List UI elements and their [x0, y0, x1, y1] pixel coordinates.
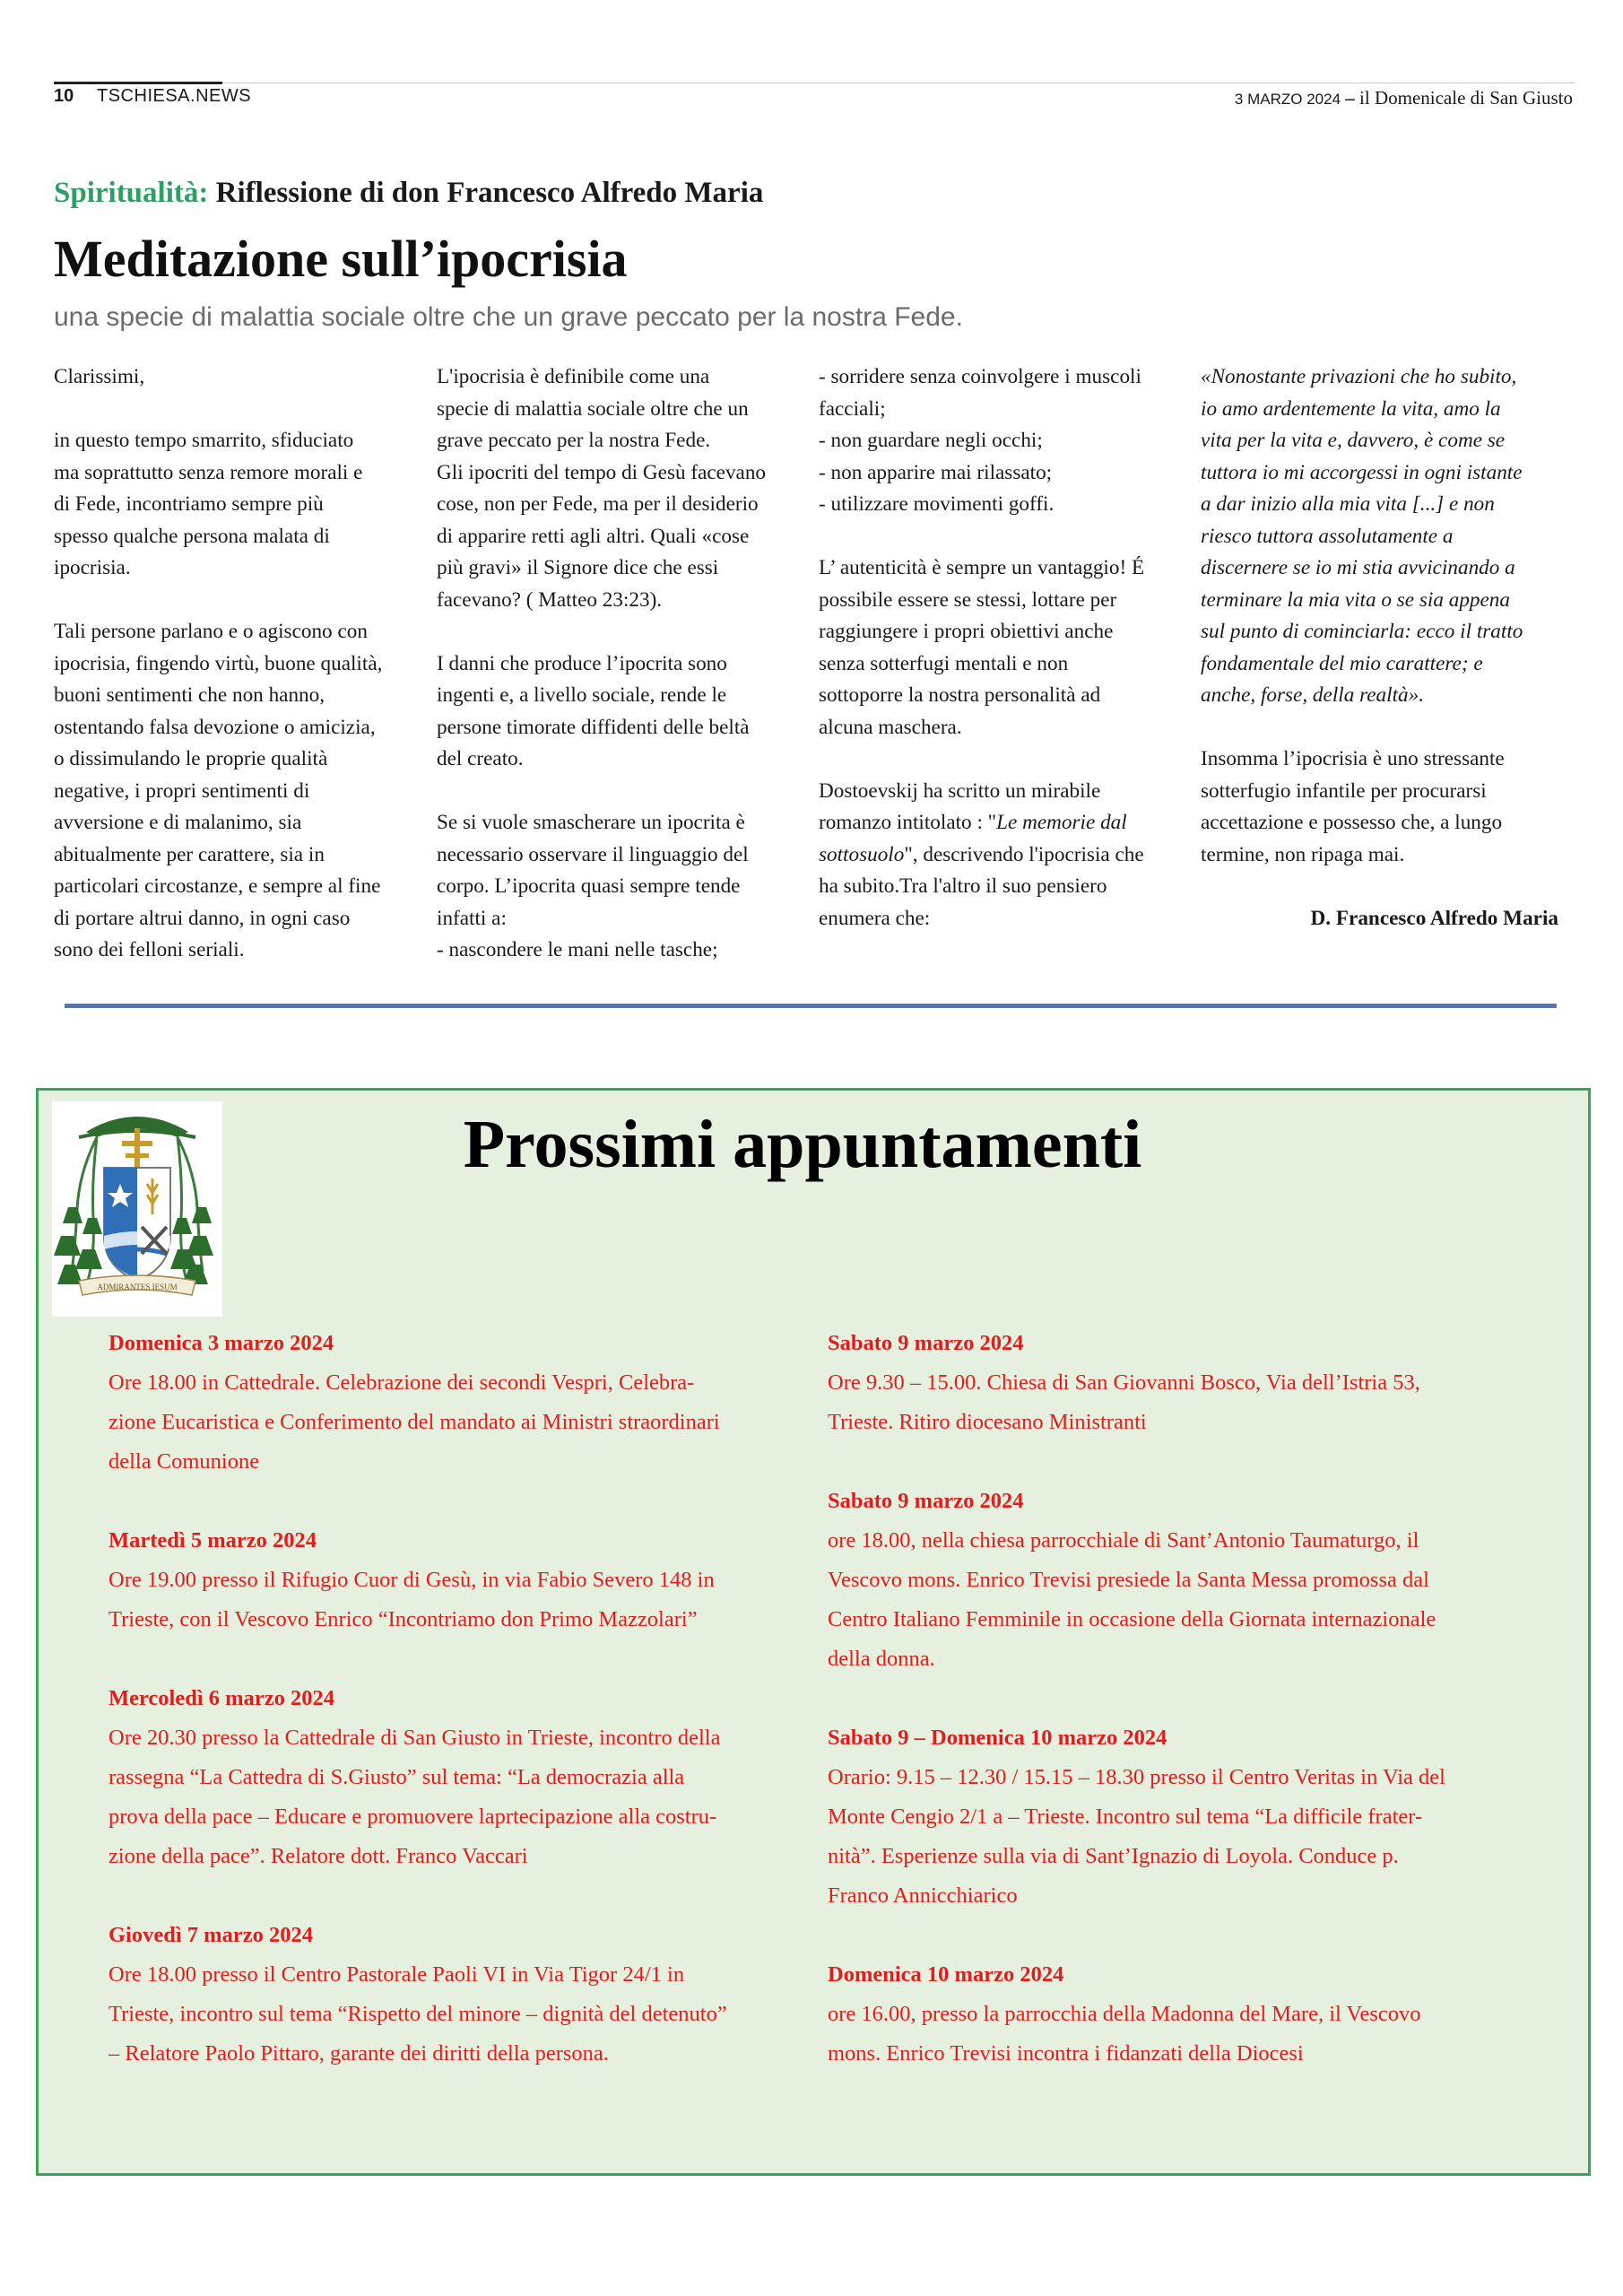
line: accettazione e possesso che, a lungo — [1201, 811, 1503, 834]
line: zione Eucaristica e Conferimento del mandato ai Ministri straordinari — [108, 1410, 720, 1434]
line: della Comunione — [108, 1449, 260, 1474]
line: più gravi» il Signore dice che essi — [437, 556, 719, 579]
line: rassegna “La Cattedra di S.Giusto” sul tema: “La democrazia alla — [108, 1765, 685, 1789]
line: Ore 18.00 in Cattedrale. Celebrazione dei secondi Vespri, Celebra- — [108, 1370, 695, 1395]
line: Trieste, con il Vescovo Enrico “Incontriamo don Primo Mazzolari” — [108, 1607, 698, 1631]
line: Gli ipocriti del tempo di Gesù facevano — [437, 460, 767, 484]
line: L'ipocrisia è definibile come una — [437, 365, 710, 388]
article-subtitle: una specie di malattia sociale oltre che un grave peccato per la nostra Fede. — [54, 302, 963, 332]
line: terminare la mia vita o se sia appena — [1201, 587, 1510, 612]
line: sono dei felloni seriali. — [54, 938, 245, 961]
site-name[interactable]: TSCHIESA.NEWS — [97, 86, 252, 106]
line: Ore 19.00 presso il Rifugio Cuor di Gesù, in via Fabio Severo 148 in — [108, 1568, 715, 1592]
line: sottoporre la nostra personalità ad — [819, 683, 1101, 707]
line: - nascondere le mani nelle tasche; — [437, 938, 718, 961]
line: a dar inizio alla mia vita [...] e non — [1201, 492, 1495, 516]
line: avversione e di malanimo, sia — [54, 811, 302, 834]
line: Ore 18.00 presso il Centro Pastorale Paoli VI in Via Tigor 24/1 in — [108, 1962, 685, 1987]
line-part: romanzo intitolato : " — [819, 811, 997, 834]
line: abitualmente per carattere, sia in — [54, 842, 325, 866]
paragraph — [819, 361, 1179, 521]
section-divider — [65, 1004, 1557, 1008]
appointments-column-left — [108, 1324, 790, 2113]
issue-date: 3 MARZO 2024 — [1234, 91, 1341, 108]
line: facevano? ( Matteo 23:23). — [437, 587, 663, 612]
crest-motto: ADMIRANTES IESUM — [97, 1283, 178, 1292]
line: persone timorate diffidenti delle beltà — [437, 715, 750, 739]
line: Centro Italiano Femminile in occasione della Giornata internazionale — [828, 1607, 1436, 1631]
line: fondamentale del mio carattere; e — [1201, 651, 1483, 675]
book-title-end: sottosuolo — [819, 842, 905, 866]
line: sul punto di cominciarla: ecco il tratto — [1201, 620, 1523, 643]
paragraph — [437, 361, 797, 616]
event-item — [828, 1718, 1509, 1916]
line: grave peccato per la nostra Fede. — [437, 429, 711, 452]
line: buoni sentimenti che non hanno, — [54, 683, 325, 707]
event-date: Sabato 9 marzo 2024 — [828, 1489, 1024, 1513]
paragraph — [819, 776, 1179, 935]
line: di Fede, incontriamo sempre più — [54, 492, 324, 516]
line: Vescovo mons. Enrico Trevisi presiede la Santa Messa promossa dal — [828, 1568, 1429, 1592]
header-accent-rule — [54, 82, 222, 84]
line: ipocrisia, fingendo virtù, buone qualità, — [54, 651, 383, 675]
paragraph — [437, 648, 797, 776]
line: «Nonostante privazioni che ho subito, — [1201, 365, 1517, 388]
line: Monte Cengio 2/1 a – Trieste. Incontro sul tema “La difficile frater- — [828, 1805, 1423, 1829]
event-date: Sabato 9 marzo 2024 — [828, 1331, 1024, 1355]
line: della donna. — [828, 1647, 935, 1671]
quote — [1201, 361, 1558, 712]
line: ipocrisia. — [54, 556, 131, 579]
line: in questo tempo smarrito, sfiduciato — [54, 429, 354, 452]
line: Trieste, incontro sul tema “Rispetto del minore – dignità del detenuto” — [108, 2002, 727, 2026]
line: cose, non per Fede, ma per il desiderio — [437, 492, 759, 516]
paragraph — [54, 361, 414, 394]
line: Insomma l’ipocrisia è uno stressante — [1201, 747, 1505, 770]
line-part: ", descrivendo l'ipocrisia che — [904, 842, 1144, 866]
line: - non guardare negli occhi; — [819, 429, 1043, 452]
line: Clarissimi, — [54, 365, 145, 388]
event-item — [828, 1324, 1509, 1442]
line: enumera che: — [819, 906, 931, 930]
event-date: Mercoledì 6 marzo 2024 — [108, 1686, 334, 1710]
event-description — [828, 1995, 1509, 2074]
event-item — [828, 1955, 1509, 2074]
line: alcuna maschera. — [819, 715, 962, 739]
line: prova della pace – Educare e promuovere laprtecipazione alla costru- — [108, 1805, 717, 1829]
line: vita per la vita e, davvero, è come se — [1201, 429, 1506, 452]
page-number: 10 — [54, 86, 74, 106]
line: discernere se io mi stia avvicinando a — [1201, 556, 1515, 579]
line: possibile essere se stessi, lottare per — [819, 587, 1117, 612]
line — [819, 807, 1179, 839]
appointments-title: Prossimi appuntamenti — [463, 1107, 1142, 1182]
line: Franco Annicchiarico — [828, 1883, 1018, 1908]
line: specie di malattia sociale oltre che un — [437, 396, 749, 421]
line: Tali persone parlano e o agiscono con — [54, 620, 368, 643]
line: o dissimulando le proprie qualità — [54, 747, 328, 770]
issue-info — [1235, 87, 1573, 109]
event-date: Giovedì 7 marzo 2024 — [108, 1923, 313, 1947]
event-description — [108, 1955, 790, 2074]
event-item — [108, 1521, 790, 1639]
article-column-2 — [437, 361, 797, 998]
line: ostentando falsa devozione o amicizia, — [54, 715, 376, 739]
event-date: Domenica 10 marzo 2024 — [828, 1962, 1064, 1987]
line: io amo ardentemente la vita, amo la — [1201, 396, 1501, 421]
line: raggiungere i propri obiettivi anche — [819, 620, 1114, 643]
line: riesco tuttora assolutamente a — [1201, 524, 1454, 548]
line: Trieste. Ritiro diocesano Ministranti — [828, 1410, 1147, 1434]
line: Dostoevskij ha scritto un mirabile — [819, 778, 1101, 803]
event-description — [108, 1561, 790, 1639]
event-date: Martedì 5 marzo 2024 — [108, 1528, 317, 1552]
article-kicker — [54, 177, 763, 210]
paragraph — [54, 425, 414, 585]
kicker-text: Riflessione di don Francesco Alfredo Maria — [215, 177, 764, 209]
author-signature: D. Francesco Alfredo Maria — [1310, 906, 1558, 930]
event-item — [828, 1482, 1509, 1679]
line: sotterfugio infantile per procurarsi — [1201, 778, 1487, 803]
line: – Relatore Paolo Pittaro, garante dei diritti della persona. — [108, 2041, 609, 2066]
line: mons. Enrico Trevisi incontra i fidanzati della Diocesi — [828, 2041, 1304, 2066]
line: ore 16.00, presso la parrocchia della Madonna del Mare, il Vescovo — [828, 2002, 1421, 2026]
paragraph — [437, 807, 797, 967]
article-column-3 — [819, 361, 1179, 967]
line: ore 18.00, nella chiesa parrocchiale di Sant’Antonio Taumaturgo, il — [828, 1528, 1419, 1552]
publication-name: il Domenicale di San Giusto — [1359, 87, 1573, 109]
line: tuttora io mi accorgessi in ogni istante — [1201, 460, 1523, 484]
line: - non apparire mai rilassato; — [819, 460, 1053, 484]
event-description — [828, 1758, 1509, 1916]
event-date: Domenica 3 marzo 2024 — [108, 1331, 334, 1355]
line: nità”. Esperienze sulla via di Sant’Ignazio di Loyola. Conduce p. — [828, 1844, 1399, 1868]
line: spesso qualche persona malata di — [54, 524, 330, 548]
paragraph — [54, 616, 414, 967]
line: ingenti e, a livello sociale, rende le — [437, 683, 727, 707]
event-item — [108, 1916, 790, 2074]
line: negative, i propri sentimenti di — [54, 778, 310, 803]
line: - utilizzare movimenti goffi. — [819, 492, 1055, 516]
paragraph — [1201, 744, 1558, 871]
line: Ore 20.30 presso la Cattedrale di San Giusto in Trieste, incontro della — [108, 1726, 721, 1750]
article-title: Meditazione sull’ipocrisia — [54, 230, 628, 288]
line — [819, 839, 1179, 872]
line: L’ autenticità è sempre un vantaggio! É — [819, 556, 1145, 579]
line: zione della pace”. Relatore dott. Franco Vaccari — [108, 1844, 528, 1868]
line: termine, non ripaga mai. — [1201, 842, 1405, 866]
event-item — [108, 1679, 790, 1876]
line: ha subito.Tra l'altro il suo pensiero — [819, 874, 1107, 898]
event-date: Sabato 9 – Domenica 10 marzo 2024 — [828, 1726, 1167, 1750]
line: di apparire retti agli altri. Quali «cose — [437, 524, 750, 548]
article-column-1 — [54, 361, 414, 998]
line: necessario osservare il linguaggio del — [437, 842, 749, 866]
line: di portare altrui danno, in ogni caso — [54, 906, 351, 930]
book-title: Le memorie dal — [996, 811, 1127, 834]
line: I danni che produce l’ipocrita sono — [437, 651, 727, 675]
line: - sorridere senza coinvolgere i muscoli — [819, 365, 1141, 388]
event-description — [828, 1363, 1509, 1442]
line: facciali; — [819, 396, 886, 421]
line: ma soprattutto senza remore morali e — [54, 460, 363, 484]
paragraph — [819, 552, 1179, 744]
line: Ore 9.30 – 15.00. Chiesa di San Giovanni Bosco, Via dell’Istria 53, — [828, 1370, 1420, 1395]
line: senza sotterfugi mentali e non — [819, 651, 1069, 675]
event-description — [108, 1363, 790, 1482]
line: Se si vuole smascherare un ipocrita è — [437, 811, 745, 834]
line: infatti a: — [437, 906, 507, 930]
event-item — [108, 1324, 790, 1482]
line: particolari circostanze, e sempre al fine — [54, 874, 381, 898]
event-description — [828, 1521, 1509, 1679]
line: corpo. L’ipocrita quasi sempre tende — [437, 874, 741, 898]
line: anche, forse, della realtà». — [1201, 683, 1425, 707]
issue-separator: – — [1345, 87, 1355, 109]
event-description — [108, 1718, 790, 1876]
line: del creato. — [437, 747, 524, 770]
appointments-column-right — [828, 1324, 1509, 2113]
article-column-4 — [1201, 361, 1558, 935]
line: Orario: 9.15 – 12.30 / 15.15 – 18.30 presso il Centro Veritas in Via del — [828, 1765, 1445, 1789]
section-label: Spiritualità: — [54, 177, 209, 209]
